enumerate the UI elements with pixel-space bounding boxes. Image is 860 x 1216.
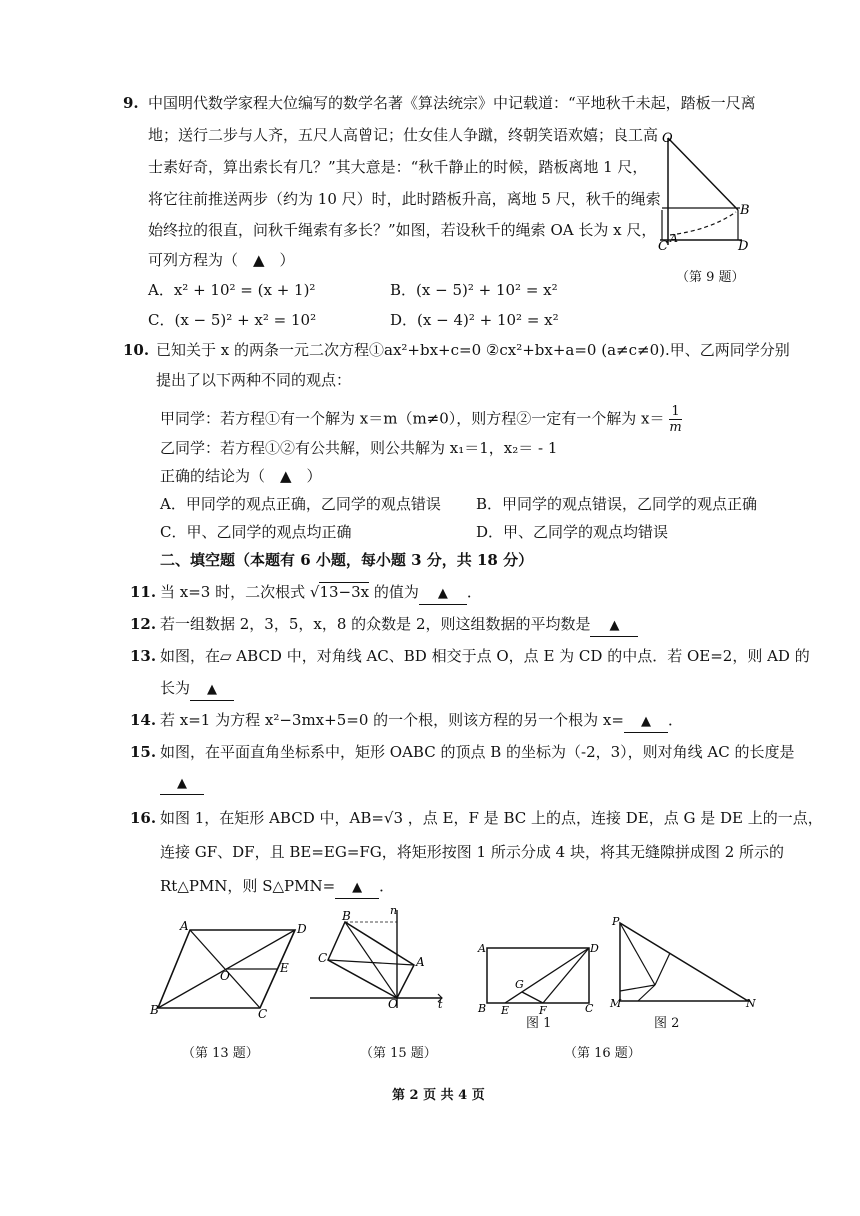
q10-jia	[160, 404, 682, 435]
q10-fraction-denominator: m	[669, 420, 682, 435]
q9-fig-label-a: A	[670, 232, 678, 245]
q13-label-b: B	[150, 1003, 159, 1017]
q16-answer-blank: ▲	[335, 878, 379, 899]
q16-fig2-label-n: N	[746, 997, 756, 1010]
q13-label-c: C	[258, 1007, 268, 1021]
q16-figure-caption: （第 16 题）	[564, 1046, 641, 1061]
q9-option-b: B．(x − 5)² + 10² = x²	[390, 281, 558, 299]
q14-body: 若 x=1 为方程 x²−3mx+5=0 的一个根，则该方程的另一个根为 x=	[160, 711, 624, 729]
q9-line-5: 始终拉的很直，问秋千绳索有多长？”如图，若设秋千的绳索 OA 长为 x 尺，	[148, 221, 657, 239]
q10-jia-text: 甲同学：若方程①有一个解为 x＝m（m≠0），则方程②一定有一个解为 x＝	[160, 409, 665, 428]
q16-line-2: 连接 GF、DF，且 BE=EG=FG，将矩形按图 1 所示分成 4 块，将其无缝隙拼成图 2 所示的	[160, 843, 785, 861]
q9-line-6: 可列方程为（ ▲ ）	[148, 251, 295, 269]
q11-sqrt-sign: √	[309, 583, 320, 601]
q12-number: 12.	[130, 615, 157, 633]
q13-label-d: D	[297, 922, 307, 936]
q13-figure-caption: （第 13 题）	[182, 1046, 259, 1061]
q10-conclusion: 正确的结论为（ ▲ ）	[160, 467, 322, 485]
q10-number: 10.	[123, 341, 150, 359]
q11-radicand: 13−3x	[319, 583, 370, 601]
q10-line-1: 已知关于 x 的两条一元二次方程①ax²+bx+c=0 ②cx²+bx+a=0 (a≠c≠0).甲、乙两同学分别	[156, 341, 790, 359]
q11-text	[160, 582, 482, 605]
q13-label-a: A	[180, 919, 189, 933]
q10-option-b: B．甲同学的观点错误，乙同学的观点正确	[476, 495, 758, 513]
q16-fig1-label-d: D	[590, 942, 599, 955]
q12-answer-blank: ▲	[590, 616, 638, 637]
q11-pre: 当 x=3 时，二次根式	[160, 583, 310, 601]
q16-fig1-label-b: B	[478, 1002, 487, 1015]
q15-figure-caption: （第 15 题）	[360, 1046, 437, 1061]
q16-line-1: 如图 1，在矩形 ABCD 中，AB=√3 ，点 E，F 是 BC 上的点，连接 DE，点 G 是 DE 上的一点，	[160, 809, 823, 827]
q9-option-a: A．x² + 10² = (x + 1)²	[148, 281, 316, 299]
q9-fig-label-o: O	[662, 131, 673, 146]
q13-parallelogram-figure	[150, 920, 310, 1020]
q16-number: 16.	[130, 809, 157, 827]
q14-end: ．	[667, 711, 683, 729]
q10-line-2: 提出了以下两种不同的观点：	[156, 371, 352, 389]
q16-end: ．	[379, 877, 395, 895]
q16-fig1-label-f: F	[539, 1004, 547, 1017]
q16-fig1-label-a: A	[478, 942, 486, 955]
q11-answer-blank: ▲	[419, 584, 467, 605]
q16-line-3-text: Rt△PMN，则 S△PMN=	[160, 877, 336, 895]
q10-option-c: C．甲、乙同学的观点均正确	[160, 523, 352, 541]
q13-line-1: 如图，在▱ ABCD 中，对角线 AC、BD 相交于点 O，点 E 为 CD 的中点．若 OE=2，则 AD 的	[160, 647, 810, 665]
q15-label-y: n	[390, 904, 398, 917]
q15-line-1: 如图，在平面直角坐标系中，矩形 OABC 的顶点 B 的坐标为（-2，3），则对角线 AC 的长度是	[160, 743, 795, 761]
q9-option-d: D．(x − 4)² + 10² = x²	[390, 311, 559, 329]
q15-label-b: B	[342, 909, 351, 923]
q13-answer-blank: ▲	[190, 680, 234, 701]
q9-line-4: 将它往前推送两步（约为 10 尺）时，此时踏板升高，离地 5 尺，秋千的绳索	[148, 190, 661, 208]
q9-line-3: 士素好奇，算出索长有几？”其大意是：“秋千静止的时候，踏板离地 1 尺，	[148, 158, 648, 176]
q9-fig-label-b: B	[740, 203, 750, 218]
q9-line-2: 地；送行二步与人齐，五尺人高曾记；仕女佳人争蹴，终朝笑语欢嬉；良工高	[148, 126, 659, 144]
q15-label-x: t	[438, 998, 443, 1011]
q9-option-c: C．(x − 5)² + x² = 10²	[148, 311, 317, 329]
q11-number: 11.	[130, 583, 157, 601]
q16-figure-1	[475, 940, 605, 1015]
q13-line-2-text: 长为	[160, 679, 191, 697]
q16-line-3	[160, 876, 394, 899]
q11-end: ．	[466, 583, 482, 601]
q16-figure-2	[610, 915, 760, 1010]
q15-line-2	[160, 772, 204, 795]
q10-option-d: D．甲、乙同学的观点均错误	[476, 523, 669, 541]
q15-label-a: A	[416, 955, 425, 969]
q15-answer-blank: ▲	[160, 774, 204, 795]
q16-fig1-label-c: C	[585, 1002, 594, 1015]
q9-fig-label-c: C	[658, 239, 668, 254]
q10-yi: 乙同学：若方程①②有公共解，则公共解为 x₁＝1，x₂＝ - 1	[160, 439, 558, 457]
q10-fraction-numerator: 1	[669, 404, 681, 420]
q9-swing-figure	[650, 130, 780, 255]
q13-label-e: E	[280, 961, 289, 975]
q9-number: 9.	[123, 94, 139, 112]
q14-answer-blank: ▲	[624, 712, 668, 733]
q16-fig2-label-m: M	[610, 997, 622, 1010]
q13-line-2	[160, 678, 234, 701]
q12-body: 若一组数据 2，3，5，x，8 的众数是 2，则这组数据的平均数是	[160, 615, 591, 633]
q9-figure-caption: （第 9 题）	[676, 270, 745, 285]
q15-label-c: C	[318, 951, 328, 965]
q16-figure-1-caption: 图 1	[526, 1016, 552, 1031]
q16-figure-2-caption: 图 2	[654, 1016, 680, 1031]
q10-fraction	[669, 404, 681, 435]
q16-fig2-label-p: P	[612, 915, 620, 928]
q12-text	[160, 614, 638, 637]
q15-coordinate-figure	[310, 904, 450, 1016]
q13-number: 13.	[130, 647, 157, 665]
section-2-heading: 二、填空题（本题有 6 小题，每小题 3 分，共 18 分）	[160, 551, 534, 569]
q11-post: 的值为	[369, 583, 419, 601]
q13-label-o: O	[220, 969, 230, 983]
q16-fig1-label-g: G	[515, 978, 524, 991]
q14-text	[160, 710, 683, 733]
q10-option-a: A．甲同学的观点正确，乙同学的观点错误	[160, 495, 441, 513]
page-footer: 第 2 页 共 4 页	[392, 1088, 485, 1103]
q15-label-o: O	[388, 997, 398, 1011]
q9-line-1: 中国明代数学家程大位编写的数学名著《算法统宗》中记载道：“平地秋千未起，踏板一尺离	[148, 94, 756, 112]
q14-number: 14.	[130, 711, 157, 729]
q9-fig-label-d: D	[738, 239, 749, 254]
q15-number: 15.	[130, 743, 157, 761]
q16-fig1-label-e: E	[501, 1004, 510, 1017]
